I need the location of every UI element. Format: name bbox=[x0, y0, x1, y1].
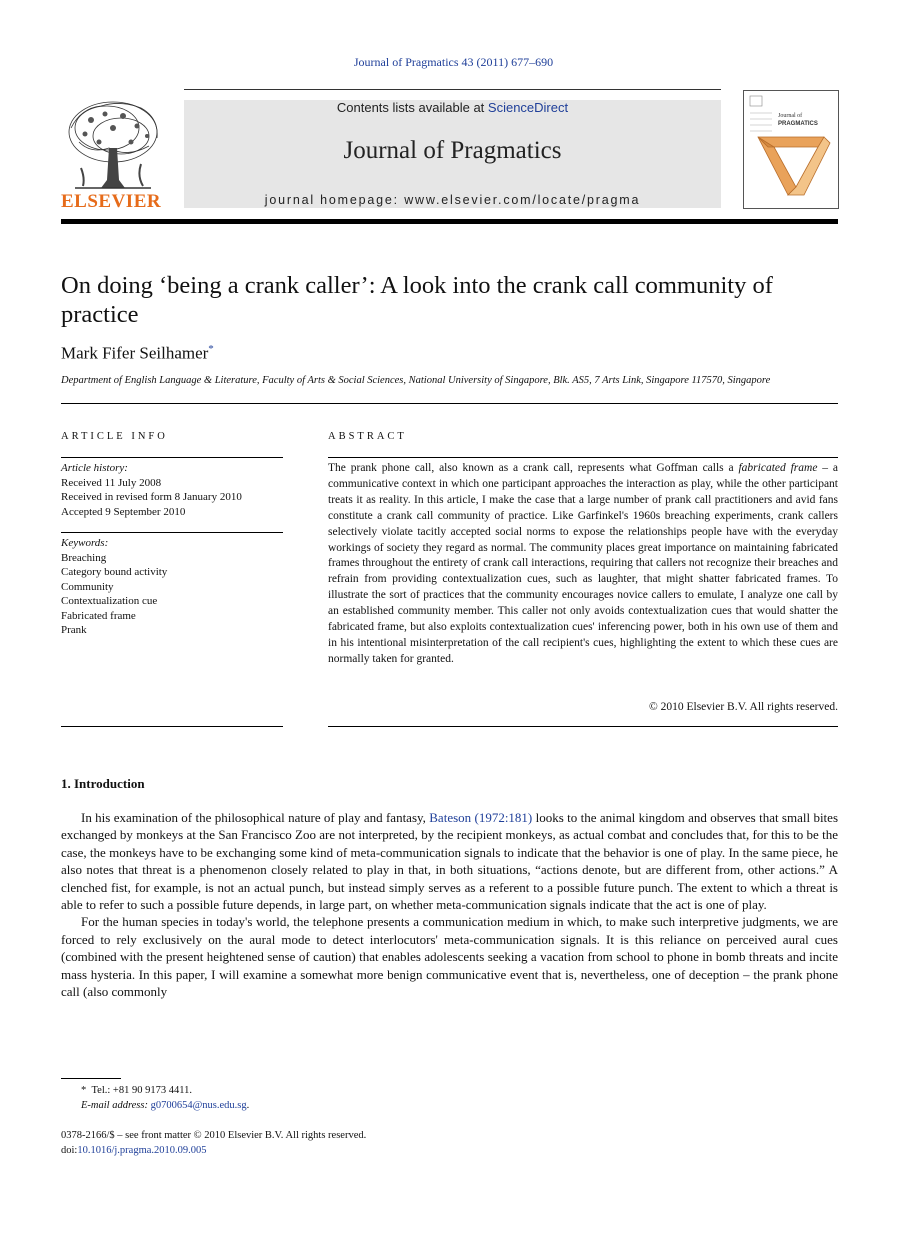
cover-label-2: PRAGMATICS bbox=[778, 121, 818, 127]
keywords-list bbox=[61, 536, 283, 638]
abstract-copyright: © 2010 Elsevier B.V. All rights reserved. bbox=[649, 701, 838, 713]
front-matter-line: 0378-2166/$ – see front matter © 2010 Elsevier B.V. All rights reserved. bbox=[61, 1130, 367, 1141]
body-paragraph-1 bbox=[61, 809, 838, 913]
sciencedirect-link[interactable]: ScienceDirect bbox=[487, 100, 569, 115]
body-paragraph-2: For the human species in today's world, the telephone presents a communication medium in which, to make such interpretive judgments, we are forced to rely exclusively on the aural mode to detect interlocutors' meta-communication signals. It is this reliance on perceived aural cues (combined with the present heightened sense of caution) that enables adolescents seeking a vacation from school to phone in bomb threats and incite mass hysteria. In this paper, I will examine a somewhat more benign communicative event that is, nevertheless, one of deception – the prank phone call (also commonly bbox=[61, 914, 838, 1000]
author-affiliation: Department of English Language & Literature, Faculty of Arts & Social Sciences, National University of Singapore, Blk. AS5, 7 Arts Link, Singapore 117570, Singapore bbox=[61, 375, 771, 386]
doi-link[interactable]: 10.1016/j.pragma.2010.09.005 bbox=[77, 1145, 207, 1156]
banner-top-rule bbox=[184, 89, 721, 90]
header-rule bbox=[61, 219, 838, 224]
keyword-item: Contextualization cue bbox=[61, 595, 158, 607]
abstract-heading: ABSTRACT bbox=[328, 431, 407, 442]
author-line bbox=[61, 343, 214, 364]
keyword-item: Community bbox=[61, 580, 114, 593]
contents-prefix: Contents lists available at bbox=[336, 100, 488, 115]
author-footnote bbox=[61, 1083, 249, 1113]
history-revised: Received in revised form 8 January 2010 bbox=[61, 491, 242, 503]
paragraph-text: In his examination of the philosophical nature of play and fantasy, bbox=[81, 810, 430, 825]
article-title: On doing ‘being a crank caller’: A look into the crank call community of practice bbox=[61, 272, 773, 328]
email-label: E-mail address: bbox=[81, 1100, 151, 1111]
abstract-rule bbox=[328, 457, 838, 458]
history-label: Article history: bbox=[61, 462, 128, 474]
abstract-part-2: – a communicative context in which one participant approaches the interaction as play, while the other participant treats it as reality. In this article, I make the case that a large number of prank call practitioners and avid fans constitute a crank call community of practice. Like Garfinkel's 1960s breaching experiments, crank callers selectively violate tacitly accepted social norms to expose the relationships people have with the everyday workings of society they regard as normal. The community places great importance on maintaining fabricated frames throughout the entirety of crank call interactions, requiring that callers not recognize their breaches and refrain from providing contextualization cues, such as laughter, that might shatter fabricated frames. To illustrate the sort of practices that the community encourages novice callers to emulate, I analyze one call by an established community member. This caller not only avoids contextualization cues that would shatter the fabricated frame, but also exploits contextualization cues' inferencing power, both in his own use of them and in his intentional misinterpretation of the call recipient's cues, highlighting the extent to which these cues are normally taken for granted. bbox=[328, 462, 839, 665]
front-matter bbox=[61, 1128, 366, 1158]
journal-citation[interactable]: Journal of Pragmatics 43 (2011) 677–690 bbox=[353, 55, 554, 69]
article-history bbox=[61, 461, 283, 519]
contents-line bbox=[184, 100, 721, 115]
keywords-label: Keywords: bbox=[61, 537, 109, 549]
author-footnote-mark[interactable]: * bbox=[208, 343, 214, 355]
keyword-item: Breaching bbox=[61, 551, 107, 564]
section-body bbox=[61, 809, 838, 1000]
history-received: Received 11 July 2008 bbox=[61, 476, 162, 489]
footnote-mark: * bbox=[81, 1085, 87, 1096]
email-link[interactable]: g0700654@nus.edu.sg bbox=[150, 1100, 247, 1111]
keywords-rule bbox=[61, 532, 283, 533]
journal-homepage[interactable]: journal homepage: www.elsevier.com/locate/pragma bbox=[264, 193, 641, 207]
article-info-rule bbox=[61, 457, 283, 458]
footnote-tel: Tel.: +81 90 9173 4411. bbox=[91, 1085, 192, 1096]
author-name: Mark Fifer Seilhamer bbox=[61, 343, 209, 363]
bateson-citation-link[interactable]: Bateson (1972:181) bbox=[429, 810, 533, 825]
paragraph-text: looks to the animal kingdom and observes that small bites exchanged by monkeys at the San Francisco Zoo are not interpreted, by the recipient monkeys, as actual combat and concludes that, for this to be the case, the monkeys have to be exchanging some kind of meta-communication signals to indicate that the behavior is one of play. In the same piece, he also notes that threat is a phenomenon closely related to play in that, in both situations, “actions denote, but are different from, other actions.” A clenched fist, for example, is not an actual punch, but instead simply serves as a referent to a possible future punch. The extent to which a threat is able to refer to such a possible future depends, in large part, on whether meta-communication signals indicate that the act is one of play. bbox=[61, 810, 839, 913]
abstract-part-1: The prank phone call, also known as a crank call, represents what Goffman calls a bbox=[328, 462, 739, 474]
abstract-end-rule bbox=[328, 726, 838, 727]
cover-label-1: Journal of bbox=[778, 113, 803, 119]
article-info-heading: ARTICLE INFO bbox=[61, 431, 168, 442]
abstract-emphasis: fabricated frame bbox=[738, 462, 818, 474]
keyword-item: Fabricated frame bbox=[61, 609, 136, 622]
history-accepted: Accepted 9 September 2010 bbox=[61, 505, 186, 518]
keyword-item: Prank bbox=[61, 624, 87, 636]
journal-title: Journal of Pragmatics bbox=[343, 137, 562, 164]
journal-cover-thumbnail bbox=[743, 90, 839, 209]
email-end: . bbox=[246, 1100, 250, 1111]
doi-label: doi: bbox=[61, 1145, 78, 1156]
section-heading: 1. Introduction bbox=[61, 776, 145, 791]
title-rule bbox=[61, 403, 838, 404]
abstract-text bbox=[328, 461, 838, 668]
keyword-item: Category bound activity bbox=[61, 566, 168, 578]
footnote-rule bbox=[61, 1078, 121, 1079]
elsevier-wordmark: ELSEVIER bbox=[61, 191, 162, 212]
article-info-end-rule bbox=[61, 726, 283, 727]
